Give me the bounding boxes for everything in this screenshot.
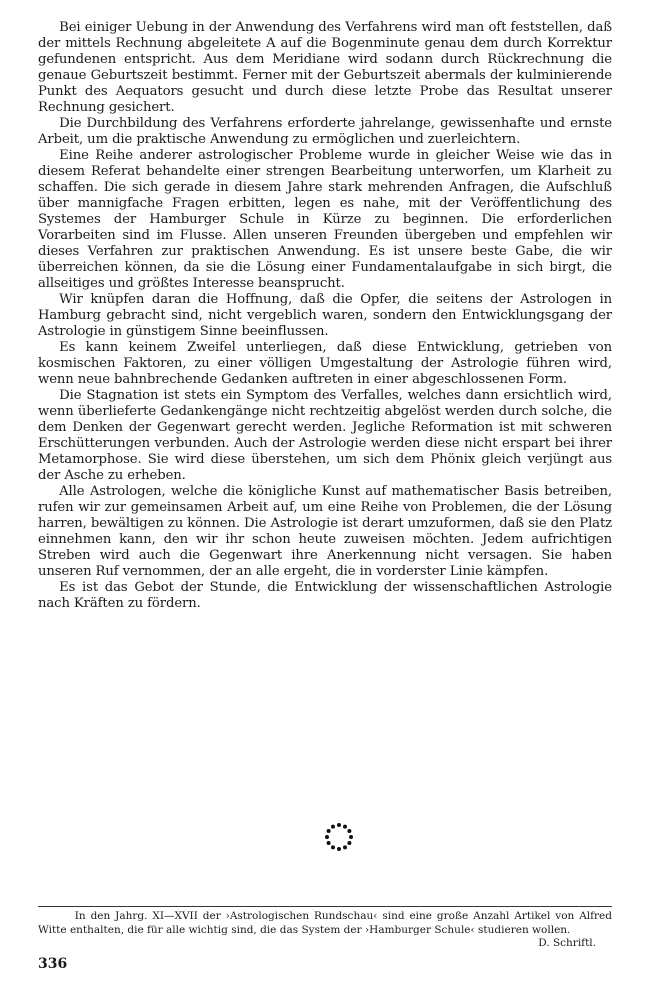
footnote-divider xyxy=(38,906,612,907)
footnote-signature: D. Schriftl. xyxy=(538,937,596,949)
paragraph-2: Die Durchbildung des Verfahrens erforderte jahrelange, gewissenhafte und ernste Arbeit, um die praktische Anwendung zu ermöglichen und zuerleichtern. xyxy=(38,116,612,147)
paragraph-7: Alle Astrologen, welche die königliche Kunst auf mathematischer Basis betreiben, rufen wir zur gemeinsamen Arbeit auf, um eine Reihe von Problemen, die der Lösung harren, bewältigen zu können. Die Astrologie ist derart umzuformen, daß sie den Platz einnehmen kann, den wir ihr schon heute zuweisen möchten. Jedem aufrichtigen Streben wird auch die Gegenwart ihre Anerkennung nicht versagen. Sie haben unseren Ruf vernommen, der an alle ergeht, die in vorderster Linie kämpfen. xyxy=(38,484,612,579)
paragraph-8: Es ist das Gebot der Stunde, die Entwicklung der wissenschaftlichen Astrologie nach Kräften zu fördern. xyxy=(38,580,612,611)
ornament-ring-icon xyxy=(324,822,354,852)
paragraph-5: Es kann keinem Zweifel unterliegen, daß diese Entwicklung, getrieben von kosmischen Faktoren, zu einer völligen Umgestaltung der Astrologie führen wird, wenn neue bahnbrechende Gedanken auftreten in einer abgeschlossenen Form. xyxy=(38,340,612,387)
paragraph-4: Wir knüpfen daran die Hoffnung, daß die Opfer, die seitens der Astrologen in Hamburg gebracht sind, nicht vergeblich waren, sondern den Entwicklungsgang der Astrologie in günstigem Sinne beeinflussen. xyxy=(38,292,612,339)
footnote-text xyxy=(38,910,612,949)
paragraph-6: Die Stagnation ist stets ein Symptom des Verfalles, welches dann ersichtlich wird, wenn überlieferte Gedankengänge nicht rechtzeitig abgelöst werden durch solche, die dem Denken der Gegenwart gerecht werden. Jegliche Reformation ist mit schweren Erschütterungen verbunden. Auch der Astrologie werden diese nicht erspart bei ihrer Metamorphose. Sie wird diese überstehen, um sich dem Phönix gleich verjüngt aus der Asche zu erheben. xyxy=(38,388,612,483)
page xyxy=(38,20,612,970)
body-text xyxy=(38,20,612,612)
page-number: 336 xyxy=(38,956,68,972)
paragraph-3: Eine Reihe anderer astrologischer Probleme wurde in gleicher Weise wie das in diesem Referat behandelte einer strengen Bearbeitung unterworfen, um Klarheit zu schaffen. Die sich gerade in diesem Jahre stark mehrenden Anfragen, die Aufschluß über mannigfache Fragen erbitten, legen es nahe, mit der Veröffentlichung des Systemes der Hamburger Schule in Kürze zu beginnen. Die erforderlichen Vorarbeiten sind im Flusse. Allen unseren Freunden übergeben und empfehlen wir dieses Verfahren zur praktischen Anwendung. Es ist unsere beste Gabe, die wir überreichen können, da sie die Lösung einer Fundamentalaufgabe in sich birgt, die allseitiges und größtes Interesse beansprucht. xyxy=(38,148,612,291)
footnote-body: In den Jahrg. XI—XVII der ›Astrologischen Rundschau‹ sind eine große Anzahl Artikel von Alfred Witte enthalten, die für alle wichtig sind, die das System der ›Hamburger Schule‹ studieren wollen. xyxy=(38,910,612,936)
footnote xyxy=(38,910,612,951)
paragraph-1: Bei einiger Uebung in der Anwendung des Verfahrens wird man oft feststellen, daß der mittels Rechnung abgeleitete A auf die Bogenminute genau dem durch Korrektur gefundenen entspricht. Aus dem Meridiane wird sodann durch Rückrechnung die genaue Geburtszeit bestimmt. Ferner mit der Geburtszeit abermals der kulminierende Punkt des Aequators gesucht und durch diese letzte Probe das Resultat unserer Rechnung gesichert. xyxy=(38,20,612,115)
